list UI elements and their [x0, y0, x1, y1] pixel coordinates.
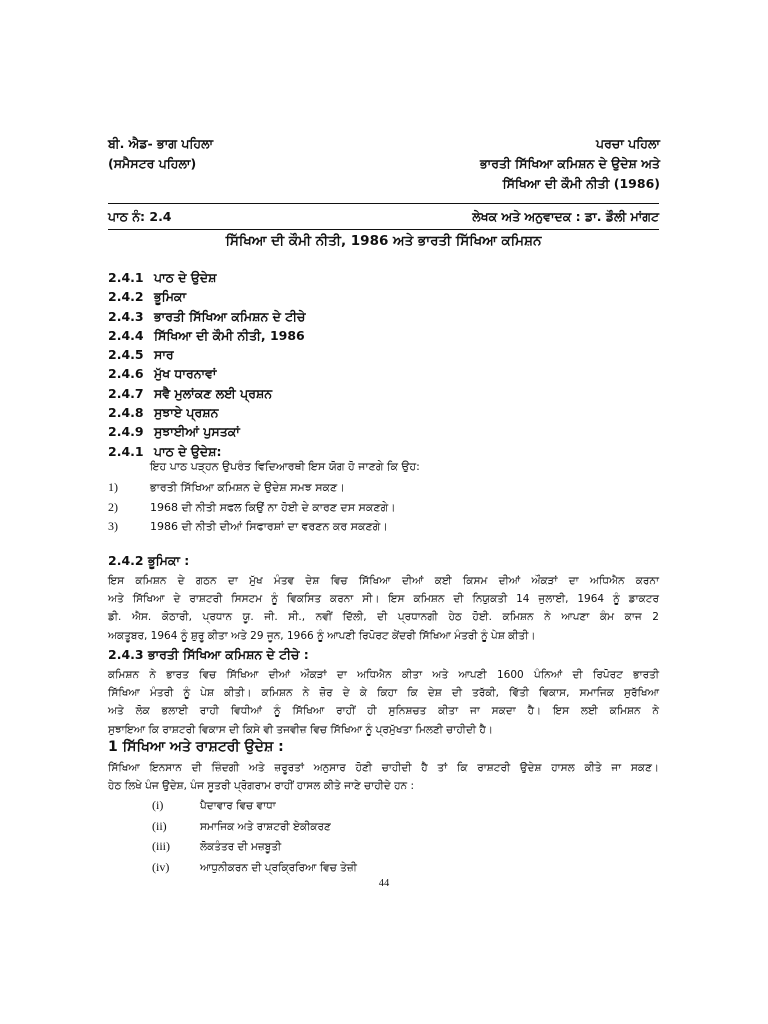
page-title: ਸਿੱਖਿਆ ਦੀ ਕੌਮੀ ਨੀਤੀ, 1986 ਅਤੇ ਭਾਰਤੀ ਸਿੱਖਿਆ ਕਮਿਸ਼ਨ [225, 233, 542, 249]
author-label: ਲੇਖਕ ਅਤੇ ਅਨੁਵਾਦਕ : ਡਾ. ਡੌਲੀ ਮਾਂਗਟ [472, 209, 659, 224]
toc-item: 2.4.5 ਸਾਰ [108, 347, 174, 363]
goals-paragraph: ਕਮਿਸ਼ਨ ਨੇ ਭਾਰਤ ਵਿਚ ਸਿੱਖਿਆ ਦੀਆਂ ਔਕੜਾਂ ਦਾ ਅਧਿਐਨ ਕੀਤਾ ਅਤੇ ਆਪਣੀ 1600 ਪੰਨਿਆਂ ਦੀ ਰਿਪੋਰਟ ਭਾਰਤੀ ਸਿੱਖਿਆ ਮੰਤਰੀ ਨੂੰ ਪੇਸ਼ ਕੀਤੀ। ਕਮਿਸ਼ਨ ਨੇ ਜ਼ੋਰ ਦੇ ਕੇ ਕਿਹਾ ਕਿ ਦੇਸ਼ ਦੀ ਤਰੱਕੀ, ਵਿੱਤੀ ਵਿਕਾਸ, ਸਮਾਜਿਕ ਸੁਰੱਖਿਆ ਅਤੇ ਲੋਕ ਭਲਾਈ ਰਾਹੀ ਵਿਧੀਆਂ ਨੂੰ ਸਿੱਖਿਆ ਰਾਹੀਂ ਹੀ ਸੁਨਿਸ਼ਚਤ ਕੀਤਾ ਜਾ ਸਕਦਾ ਹੈ। ਇਸ ਲਈ ਕਮਿਸ਼ਨ ਨੇ ਸੁਝਾਇਆ ਕਿ ਰਾਸ਼ਟਰੀ ਵਿਕਾਸ ਦੀ ਕਿਸੇ ਵੀ ਤਜਵੀਜ਼ ਵਿਚ ਸਿੱਖਿਆ ਨੂੰ ਪ੍ਰਮੁੱਖਤਾ ਮਿਲਣੀ ਚਾਹੀਦੀ ਹੈ। [108, 669, 659, 736]
paper-title-line1: ਭਾਰਤੀ ਸਿੱਖਿਆ ਕਮਿਸ਼ਨ ਦੇ ਉਦੇਸ਼ ਅਤੇ [480, 156, 660, 171]
toc-item: 2.4.1 ਪਾਠ ਦੇ ਉਦੇਸ਼ [108, 270, 217, 285]
toc-item: 2.4.7 ਸਵੈ ਮੁਲਾਂਕਣ ਲਈ ਪ੍ਰਸ਼ਨ [108, 385, 273, 401]
section-heading-goals: 2.4.3 ਭਾਰਤੀ ਸਿੱਖਿਆ ਕਮਿਸ਼ਨ ਦੇ ਟੀਚੇ : [108, 647, 309, 662]
lesson-row [108, 209, 659, 225]
lesson-number: ਪਾਠ ਨੰ: 2.4 [108, 209, 172, 224]
introduction-paragraph: ਇਸ ਕਮਿਸ਼ਨ ਦੇ ਗਠਨ ਦਾ ਮੁੱਖ ਮੰਤਵ ਦੇਸ਼ ਵਿਚ ਸਿੱਖਿਆ ਦੀਆਂ ਕਈ ਕਿਸਮ ਦੀਆਂ ਔਕੜਾਂ ਦਾ ਅਧਿਐਨ ਕਰਨਾ ਅਤੇ ਸਿੱਖਿਆ ਦੇ ਰਾਸ਼ਟਰੀ ਸਿਸਟਮ ਨੂੰ ਵਿਕਸਿਤ ਕਰਨਾ ਸੀ। ਇਸ ਕਮਿਸ਼ਨ ਦੀ ਨਿਯੁਕਤੀ 14 ਜੁਲਾਈ, 1964 ਨੂੰ ਡਾਕਟਰ ਡੀ. ਐਸ. ਕੋਠਾਰੀ, ਪ੍ਰਧਾਨ ਯੂ. ਜੀ. ਸੀ., ਨਵੀਂ ਦਿੱਲੀ, ਦੀ ਪ੍ਰਧਾਨਗੀ ਹੇਠ ਹੋਈ. ਕਮਿਸ਼ਨ ਨੇ ਆਪਣਾ ਕੰਮ ਕਾਜ 2 ਅਕਤੂਬਰ, 1964 ਨੂੰ ਸ਼ੁਰੂ ਕੀਤਾ ਅਤੇ 29 ਜੂਨ, 1966 ਨੂੰ ਆਪਣੀ ਰਿਪੋਰਟ ਕੇਂਦਰੀ ਸਿੱਖਿਆ ਮੰਤਰੀ ਨੂੰ ਪੇਸ਼ ਕੀਤੀ। [108, 575, 659, 642]
paper-title-line2: ਸਿੱਖਿਆ ਦੀ ਕੌਮੀ ਨੀਤੀ (1986) [502, 176, 660, 191]
toc-item: 2.4.3 ਭਾਰਤੀ ਸਿੱਖਿਆ ਕਮਿਸ਼ਨ ਦੇ ਟੀਚੇ [108, 308, 306, 324]
semester-label: (ਸਮੈਸਟਰ ਪਹਿਲਾ) [108, 156, 197, 171]
header-left [108, 134, 213, 174]
list-item: (ii) ਸਮਾਜਿਕ ਅਤੇ ਰਾਸ਼ਟਰੀ ਏਕੀਕਰਣ [152, 818, 331, 833]
header-right [480, 134, 660, 194]
national-objectives-list [152, 796, 357, 878]
list-item: 2) 1968 ਦੀ ਨੀਤੀ ਸਫਲ ਕਿਉਂ ਨਾ ਹੋਈ ਦੇ ਕਾਰਣ ਦਸ ਸਕਣਗੇ। [108, 499, 396, 514]
course-label: ਬੀ. ਐਡ- ਭਾਗ ਪਹਿਲਾ [108, 136, 214, 151]
list-item: 1) ਭਾਰਤੀ ਸਿੱਖਿਆ ਕਮਿਸ਼ਨ ਦੇ ਉਦੇਸ਼ ਸਮਝ ਸਕਣ। [108, 480, 345, 494]
section-heading-national-objectives: 1 ਸਿੱਖਿਆ ਅਤੇ ਰਾਸ਼ਟਰੀ ਉਦੇਸ਼ : [108, 739, 284, 755]
national-objectives-paragraph: ਸਿੱਖਿਆ ਇਨਸਾਨ ਦੀ ਜ਼ਿੰਦਗੀ ਅਤੇ ਜ਼ਰੂਰਤਾਂ ਅਨੁਸਾਰ ਹੋਣੀ ਚਾਹੀਦੀ ਹੈ ਤਾਂ ਕਿ ਰਾਸ਼ਟਰੀ ਉਦੇਸ਼ ਹਾਸਲ ਕੀਤੇ ਜਾ ਸਕਣ। ਹੇਠ ਲਿਖੇ ਪੰਜ ਉਦੇਸ਼, ਪੰਜ ਸੂਤਰੀ ਪ੍ਰੋਗਰਾਮ ਰਾਹੀਂ ਹਾਸਲ ਕੀਤੇ ਜਾਣੇ ਚਾਹੀਦੇ ਹਨ : [108, 762, 659, 793]
list-item: (iv) ਆਧੁਨੀਕਰਨ ਦੀ ਪ੍ਰਕ੍ਰਿਰਿਆ ਵਿਚ ਤੇਜ਼ੀ [152, 859, 357, 874]
table-of-contents [108, 268, 305, 461]
toc-item: 2.4.6 ਮੁੱਖ ਧਾਰਨਾਵਾਂ [108, 366, 217, 382]
objectives-intro: ਇਹ ਪਾਠ ਪੜ੍ਹਨ ਉਪਰੰਤ ਵਿਦਿਆਰਥੀ ਇਸ ਯੋਗ ਹੋ ਜਾਣਗੇ ਕਿ ਉਹ: [150, 460, 420, 473]
section-heading-introduction: 2.4.2 ਭੂਮਿਕਾ : [108, 553, 190, 568]
paper-label: ਪਰਚਾ ਪਹਿਲਾ [596, 136, 660, 151]
toc-item: 2.4.4 ਸਿੱਖਿਆ ਦੀ ਕੌਮੀ ਨੀਤੀ, 1986 [108, 327, 305, 343]
list-item: (iii) ਲੋਕਤੰਤਰ ਦੀ ਮਜ਼ਬੂਤੀ [152, 839, 282, 853]
toc-item: 2.4.8 ਸੁਝਾਏ ਪ੍ਰਸ਼ਨ [108, 405, 219, 421]
page-number: 44 [378, 878, 390, 889]
objectives-list [108, 478, 396, 537]
toc-item: 2.4.2 ਭੂਮਿਕਾ [108, 289, 187, 305]
header-divider [108, 203, 659, 204]
list-item: 3) 1986 ਦੀ ਨੀਤੀ ਦੀਆਂ ਸਿਫਾਰਸ਼ਾਂ ਦਾ ਵਰਣਨ ਕਰ ਸਕਣਗੇ। [108, 519, 388, 533]
toc-item: 2.4.1 ਪਾਠ ਦੇ ਉਦੇਸ਼: [108, 443, 222, 459]
title-divider [108, 229, 659, 230]
list-item: (i) ਪੈਦਾਵਾਰ ਵਿਚ ਵਾਧਾ [152, 798, 276, 812]
toc-item: 2.4.9 ਸੁਝਾਈਆਂ ਪੁਸਤਕਾਂ [108, 424, 240, 440]
